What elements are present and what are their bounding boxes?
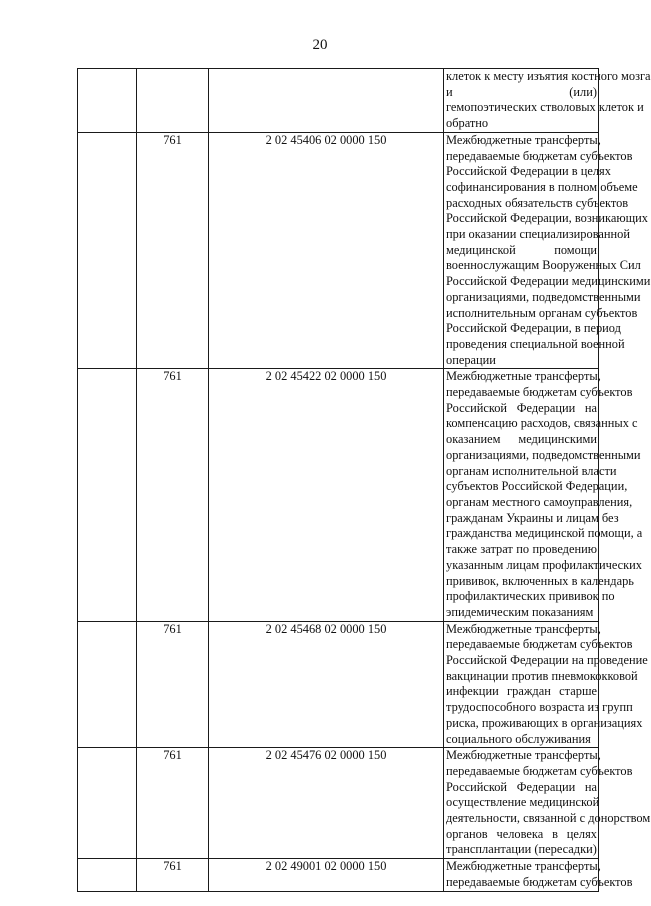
budget-code-cell: 2 02 45476 02 0000 150	[209, 748, 444, 859]
description-line: трансплантации (пересадки)	[446, 842, 597, 857]
description-cell	[444, 69, 651, 133]
description-line: субъектов Российской Федерации,	[446, 479, 628, 494]
description-line: компенсацию расходов, связанных с	[446, 416, 638, 431]
description-cell	[444, 621, 648, 748]
description-line: Российской Федерации на	[446, 779, 597, 794]
row-blank-cell	[78, 859, 137, 891]
description-line: Межбюджетные трансферты,	[446, 859, 601, 874]
row-blank-cell	[78, 748, 137, 859]
description-line: оказанием медицинскими	[446, 432, 597, 447]
description-line: трудоспособного возраста из групп	[446, 700, 633, 715]
table-row	[78, 859, 599, 891]
admin-code-cell: 761	[137, 621, 209, 748]
description-line: передаваемые бюджетам субъектов	[446, 148, 633, 163]
description-line: риска, проживающих в организациях	[446, 715, 643, 730]
description-line: Межбюджетные трансферты,	[446, 369, 601, 384]
table-row	[78, 369, 599, 621]
description-line: Российской Федерации на проведение	[446, 653, 648, 668]
description-line: указанным лицам профилактических	[446, 557, 642, 572]
description-line: проведения специальной военной	[446, 336, 625, 351]
admin-code-cell: 761	[137, 859, 209, 891]
admin-code-cell: 761	[137, 369, 209, 621]
description-line: профилактических прививок по	[446, 589, 615, 604]
budget-code-cell: 2 02 45468 02 0000 150	[209, 621, 444, 748]
page-number: 20	[312, 37, 328, 53]
description-line: обратно	[446, 116, 489, 131]
table-row	[78, 69, 599, 133]
description-line: инфекции граждан старше	[446, 684, 597, 699]
budget-code-cell: 2 02 49001 02 0000 150	[209, 859, 444, 891]
description-line: расходных обязательств субъектов	[446, 195, 629, 210]
description-line: и (или)	[446, 84, 597, 99]
description-line: прививок, включенных в календарь	[446, 573, 634, 588]
row-blank-cell	[78, 132, 137, 369]
description-line: социального обслуживания	[446, 731, 591, 746]
row-blank-cell	[78, 69, 137, 133]
table-body	[78, 69, 651, 892]
description-line: исполнительным органам субъектов	[446, 305, 638, 320]
description-line: Российской Федерации, возникающих	[446, 211, 648, 226]
description-line: вакцинации против пневмококковой	[446, 668, 638, 683]
admin-code-cell	[137, 69, 209, 133]
description-line: также затрат по проведению	[446, 542, 597, 557]
admin-code-cell: 761	[137, 748, 209, 859]
description-line: органам исполнительной власти	[446, 463, 617, 478]
description-line: передаваемые бюджетам субъектов	[446, 385, 633, 400]
description-line: Межбюджетные трансферты,	[446, 748, 601, 763]
description-line: Российской Федерации в целях	[446, 164, 611, 179]
description-line: организациями, подведомственными	[446, 289, 641, 304]
description-line: осуществление медицинской	[446, 795, 600, 810]
description-line: медицинской помощи	[446, 242, 597, 257]
description-line: передаваемые бюджетам субъектов	[446, 874, 633, 889]
description-cell	[444, 132, 651, 369]
description-line: Российской Федерации медицинскими	[446, 274, 651, 289]
row-blank-cell	[78, 621, 137, 748]
description-line: передаваемые бюджетам субъектов	[446, 637, 633, 652]
description-line: деятельности, связанной с донорством	[446, 811, 651, 826]
description-line: гемопоэтических стволовых клеток и	[446, 100, 644, 115]
description-line: при оказании специализированной	[446, 227, 630, 242]
description-line: гражданства медицинской помощи, а	[446, 526, 643, 541]
description-line: Российской Федерации, в период	[446, 321, 621, 336]
row-blank-cell	[78, 369, 137, 621]
description-line: органам местного самоуправления,	[446, 494, 633, 509]
description-line: Российской Федерации на	[446, 400, 597, 415]
description-line: организациями, подведомственными	[446, 447, 641, 462]
budget-code-cell: 2 02 45406 02 0000 150	[209, 132, 444, 369]
table-row	[78, 748, 599, 859]
description-cell	[444, 369, 643, 621]
table-row	[78, 132, 599, 369]
description-line: гражданам Украины и лицам без	[446, 510, 619, 525]
admin-code-cell: 761	[137, 132, 209, 369]
description-line: эпидемическим показаниям	[446, 604, 594, 619]
description-line: органов человека в целях	[446, 826, 597, 841]
table-row	[78, 621, 599, 748]
description-cell	[444, 748, 651, 859]
description-line: операции	[446, 352, 496, 367]
description-line: передаваемые бюджетам субъектов	[446, 763, 633, 778]
budget-code-cell: 2 02 45422 02 0000 150	[209, 369, 444, 621]
description-line: клеток к месту изъятия костного мозга	[446, 69, 651, 83]
description-line: Межбюджетные трансферты,	[446, 621, 601, 636]
description-line: софинансирования в полном объеме	[446, 179, 638, 194]
description-line: военнослужащим Вооруженных Сил	[446, 258, 641, 273]
budget-table	[77, 68, 651, 892]
budget-code-cell	[209, 69, 444, 133]
description-line: Межбюджетные трансферты,	[446, 132, 601, 147]
description-cell	[444, 859, 633, 891]
